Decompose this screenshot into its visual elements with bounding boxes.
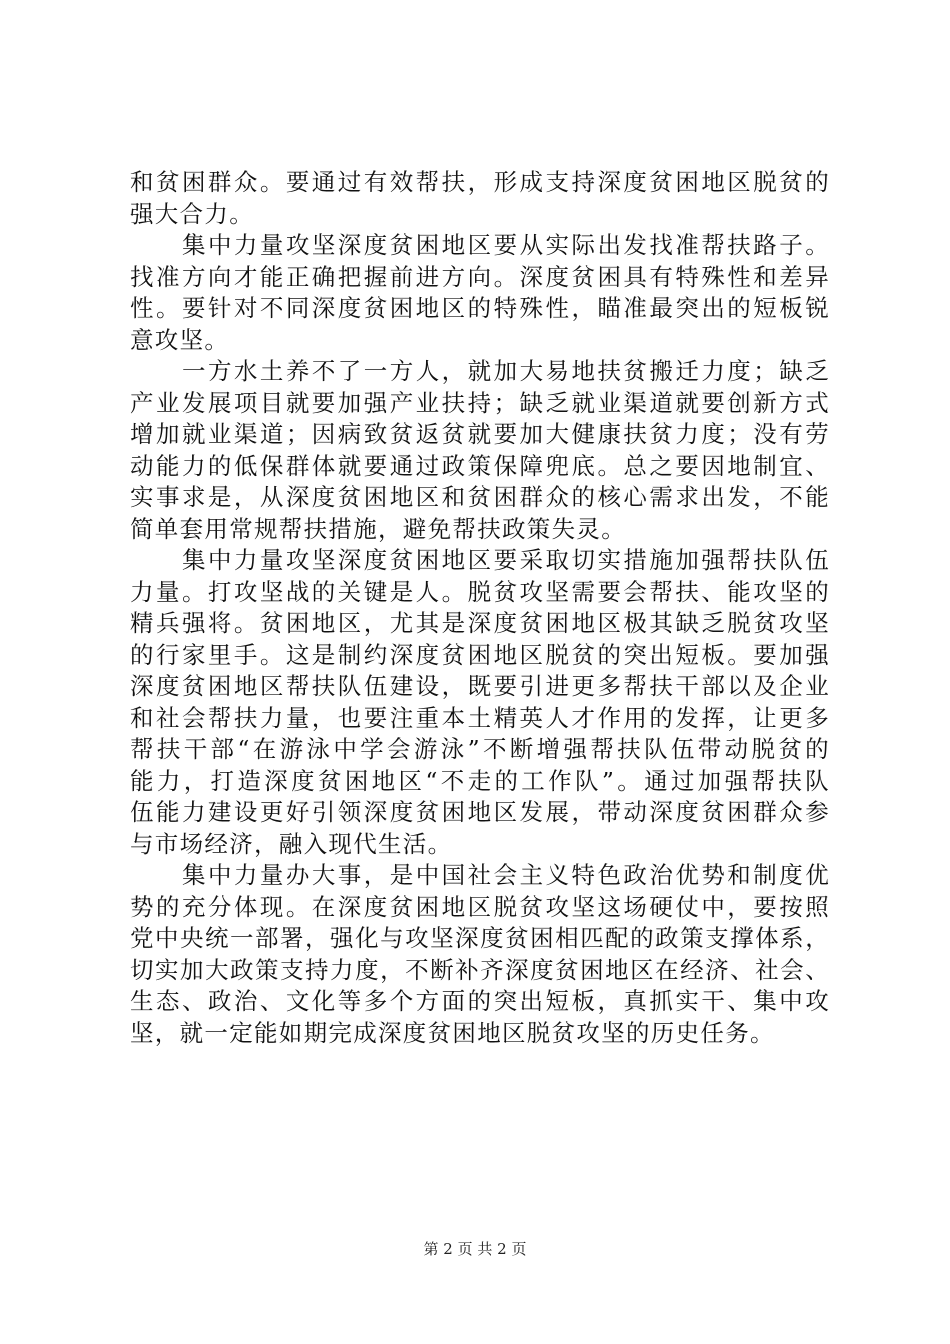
paragraph-line: 力量。打攻坚战的关键是人。脱贫攻坚需要会帮扶、能攻坚的: [130, 577, 830, 606]
paragraph-line: 强大合力。: [130, 199, 254, 228]
paragraph-line: 势的充分体现。在深度贫困地区脱贫攻坚这场硬仗中，要按照: [130, 892, 830, 921]
paragraph-first-line: 一方水土养不了一方人，就加大易地扶贫搬迁力度；缺乏: [182, 357, 830, 385]
paragraph-line: 切实加大政策支持力度，不断补齐深度贫困地区在经济、社会、: [130, 955, 830, 984]
paragraph-line: 和社会帮扶力量，也要注重本土精英人才作用的发挥，让更多: [130, 703, 830, 732]
paragraph-line: 增加就业渠道；因病致贫返贫就要加大健康扶贫力度；没有劳: [130, 420, 830, 448]
paragraph-line: 深度贫困地区帮扶队伍建设，既要引进更多帮扶干部以及企业: [130, 672, 830, 700]
paragraph-line: 党中央统一部署，强化与攻坚深度贫困相匹配的政策支撑体系，: [130, 924, 830, 952]
paragraph-line: 找准方向才能正确把握前进方向。深度贫困具有特殊性和差异: [130, 262, 830, 291]
paragraph-line: 意攻坚。: [130, 325, 230, 354]
paragraph-line: 简单套用常规帮扶措施，避免帮扶政策失灵。: [130, 514, 626, 543]
paragraph-line: 帮扶干部“在游泳中学会游泳”不断增强帮扶队伍带动脱贫的: [130, 735, 830, 763]
paragraph-line: 性。要针对不同深度贫困地区的特殊性，瞄准最突出的短板锐: [130, 294, 830, 322]
paragraph-first-line: 集中力量攻坚深度贫困地区要从实际出发找准帮扶路子。: [182, 231, 830, 259]
paragraph-line: 动能力的低保群体就要通过政策保障兜底。总之要因地制宜、: [130, 451, 830, 480]
paragraph-line: 能力，打造深度贫困地区“不走的工作队”。通过加强帮扶队: [130, 766, 830, 795]
page-number-footer: 第 2 页 共 2 页: [423, 1240, 527, 1258]
paragraph-line: 坚，就一定能如期完成深度贫困地区脱贫攻坚的历史任务。: [130, 1018, 775, 1047]
paragraph-line: 生态、政治、文化等多个方面的突出短板，真抓实干、集中攻: [130, 987, 830, 1015]
document-body: [130, 167, 830, 1049]
paragraph-line: 和贫困群众。要通过有效帮扶，形成支持深度贫困地区脱贫的: [130, 168, 830, 196]
paragraph-line: 伍能力建设更好引领深度贫困地区发展，带动深度贫困群众参: [130, 798, 830, 826]
paragraph-line: 精兵强将。贫困地区，尤其是深度贫困地区极其缺乏脱贫攻坚: [130, 609, 830, 637]
paragraph-first-line: 集中力量攻坚深度贫困地区要采取切实措施加强帮扶队伍: [182, 546, 830, 574]
paragraph-line: 与市场经济，融入现代生活。: [130, 829, 453, 858]
paragraph-first-line: 集中力量办大事，是中国社会主义特色政治优势和制度优: [182, 861, 830, 889]
paragraph-line: 的行家里手。这是制约深度贫困地区脱贫的突出短板。要加强: [130, 640, 830, 669]
paragraph-line: 产业发展项目就要加强产业扶持；缺乏就业渠道就要创新方式: [130, 388, 830, 417]
paragraph-line: 实事求是，从深度贫困地区和贫困群众的核心需求出发，不能: [130, 483, 830, 511]
